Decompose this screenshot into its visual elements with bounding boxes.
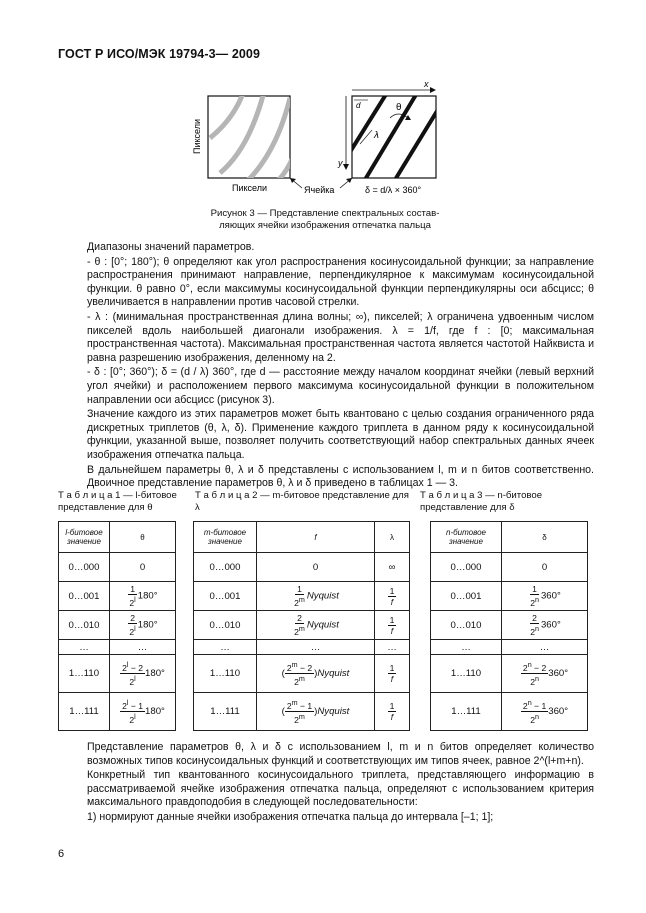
table3: [430, 521, 588, 731]
table-cell: …: [502, 640, 588, 655]
table-cell: $\frac{1}{f}$: [375, 655, 410, 693]
table-cell: 0: [257, 553, 375, 582]
paragraph: - θ : [0°; 180°); θ определяют как угол распространения косинусоидальной функции; за направление распространения принимают направление, перпендикулярное к максимумам косинусоидальной функции. θ равно 0°, если максимумы косинусоидальной функции перпендикулярны оси абсцисс; θ увеличивается в направлении против часовой стрелки.: [87, 255, 594, 309]
table-cell: $\frac{2^l - 1}{2^l}$ 180°: [110, 693, 176, 731]
table-cell: 1…111: [194, 693, 257, 731]
table-cell: $\frac{2}{2^l}$ 180°: [110, 611, 176, 640]
theta-label: θ: [396, 103, 402, 113]
table-cell: 0…000: [431, 553, 502, 582]
header-cell: δ: [502, 522, 588, 553]
table-cell: 0…010: [194, 611, 257, 640]
table-cell: $\frac{1}{2^n}$ 360°: [502, 582, 588, 611]
page-number: 6: [58, 848, 65, 860]
table-cell: $\frac{2^n - 1}{2^n}$ 360°: [502, 693, 588, 731]
table-cell: 1…110: [194, 655, 257, 693]
table-cell: …: [375, 640, 410, 655]
table1: [58, 521, 176, 731]
cell-label: Ячейка: [304, 185, 335, 195]
table-cell: 0…000: [59, 553, 110, 582]
table-cell: 1…111: [431, 693, 502, 731]
table-cell: $\frac{1}{f}$: [375, 611, 410, 640]
header-cell: m-битовое значение: [194, 522, 257, 553]
table-cell: $\frac{2^n - 2}{2^n}$ 360°: [502, 655, 588, 693]
table-cell: $\frac{1}{f}$: [375, 582, 410, 611]
figure-caption: Рисунок 3 — Представление спектральных состав- ляющих ячейки изображения отпечатка пальца: [210, 208, 440, 232]
header-cell: f: [257, 522, 375, 553]
table-cell: …: [59, 640, 110, 655]
table1-caption: Т а б л и ц а 1 — l-битовое представление для θ: [58, 490, 177, 514]
table-cell: 0…001: [59, 582, 110, 611]
table-cell: $\frac{2^l - 2}{2^l}$ 180°: [110, 655, 176, 693]
table-cell: 0…000: [194, 553, 257, 582]
figure-spectral-components: [190, 78, 460, 206]
table-cell: 0: [502, 553, 588, 582]
table-cell: $\frac{1}{f}$: [375, 693, 410, 731]
table3-caption: Т а б л и ц а 3 — n-битовое представление для δ: [420, 490, 543, 514]
table-cell: 0…010: [431, 611, 502, 640]
table-cell: $\frac{2}{2^n}$ 360°: [502, 611, 588, 640]
table-cell: …: [431, 640, 502, 655]
table-cell: ∞: [375, 553, 410, 582]
header-cell: l-битовое значение: [59, 522, 110, 553]
bottom-axis-label: Пиксели: [232, 183, 268, 193]
document-header: ГОСТ Р ИСО/МЭК 19794-3— 2009: [58, 47, 261, 61]
body-text-top: [87, 241, 594, 491]
table2-caption: Т а б л и ц а 2 — m-битовое представление для λ: [195, 490, 409, 514]
left-axis-label: Пиксели: [192, 118, 202, 154]
table-cell: ( $\frac{2^m - 2}{2^m}$ )Nyquist: [257, 655, 375, 693]
table2: [193, 521, 410, 731]
table-cell: …: [257, 640, 375, 655]
table-cell: ( $\frac{2^m - 1}{2^m}$ )Nyquist: [257, 693, 375, 731]
paragraph: Диапазоны значений параметров.: [87, 241, 255, 253]
delta-formula: δ = d/λ × 360°: [365, 185, 422, 195]
lambda-label: λ: [374, 131, 380, 141]
paragraph: Конкретный тип квантованного косинусоидального триплета, представляющего информацию в рассматриваемой ячейке изображения отпечатка пальца, определяют с использованием критерия максимального правдоподобия в следующей последовательности:: [87, 769, 594, 809]
table-cell: 0…001: [194, 582, 257, 611]
paragraph: В дальнейшем параметры θ, λ и δ представлены с использованием l, m и n битов соответственно. Двоичное представление параметров θ, λ и δ приведено в таблицах 1 — 3.: [87, 463, 594, 490]
paragraph: - δ : [0°; 360°); δ = (d / λ) 360°, где d — расстояние между началом координат ячейки (левый верхний угол ячейки) и расположением первого максимума косинусоидальной функции в положительном направлении оси абсцисс (рисунок 3).: [87, 366, 594, 406]
d-label: d: [356, 101, 361, 110]
table-cell: 1…110: [431, 655, 502, 693]
table-cell: …: [110, 640, 176, 655]
table-cell: $\frac{1}{2^m}$ Nyquist: [257, 582, 375, 611]
paragraph: Значение каждого из этих параметров может быть квантовано с целью создания ограниченного ряда дискретных триплетов (θ, λ, δ). Применение каждого триплета в данном ряду к косинусоидальной функции, указанной выше, позволяет получить соответствующий набор спектральных данных ячеек изображения отпечатка пальца.: [87, 408, 594, 461]
header-cell: n-битовое значение: [431, 522, 502, 553]
header-cell: λ: [375, 522, 410, 553]
body-text-bottom: [87, 741, 594, 825]
table-cell: 1…110: [59, 655, 110, 693]
table-cell: …: [194, 640, 257, 655]
table-cell: 0…001: [431, 582, 502, 611]
table-cell: 0…010: [59, 611, 110, 640]
header-cell: θ: [110, 522, 176, 553]
paragraph: Представление параметров θ, λ и δ с использованием l, m и n битов определяет количество возможных типов косинусоидальных функций и соответствующих им типов ячеек, равное 2^(l+m+n).: [87, 741, 594, 767]
table-cell: $\frac{2}{2^m}$ Nyquist: [257, 611, 375, 640]
y-axis-label: y: [338, 158, 343, 168]
table-cell: 1…111: [59, 693, 110, 731]
paragraph: 1) нормируют данные ячейки изображения отпечатка пальца до интервала [–1; 1];: [87, 810, 494, 823]
table-cell: $\frac{1}{2^l}$ 180°: [110, 582, 176, 611]
table-cell: 0: [110, 553, 176, 582]
paragraph: - λ : (минимальная пространственная длина волны; ∞), пикселей; λ ограничена удвоенным числом пикселей вдоль наибольшей диагонали изображения. λ = 1/f, где f : [0; максимальная пространственная частота). Максимальная пространственная частота является частотой Найквиста и равна разрешению изображения, деленному на 2.: [87, 310, 594, 364]
x-axis-label: x: [424, 79, 429, 89]
